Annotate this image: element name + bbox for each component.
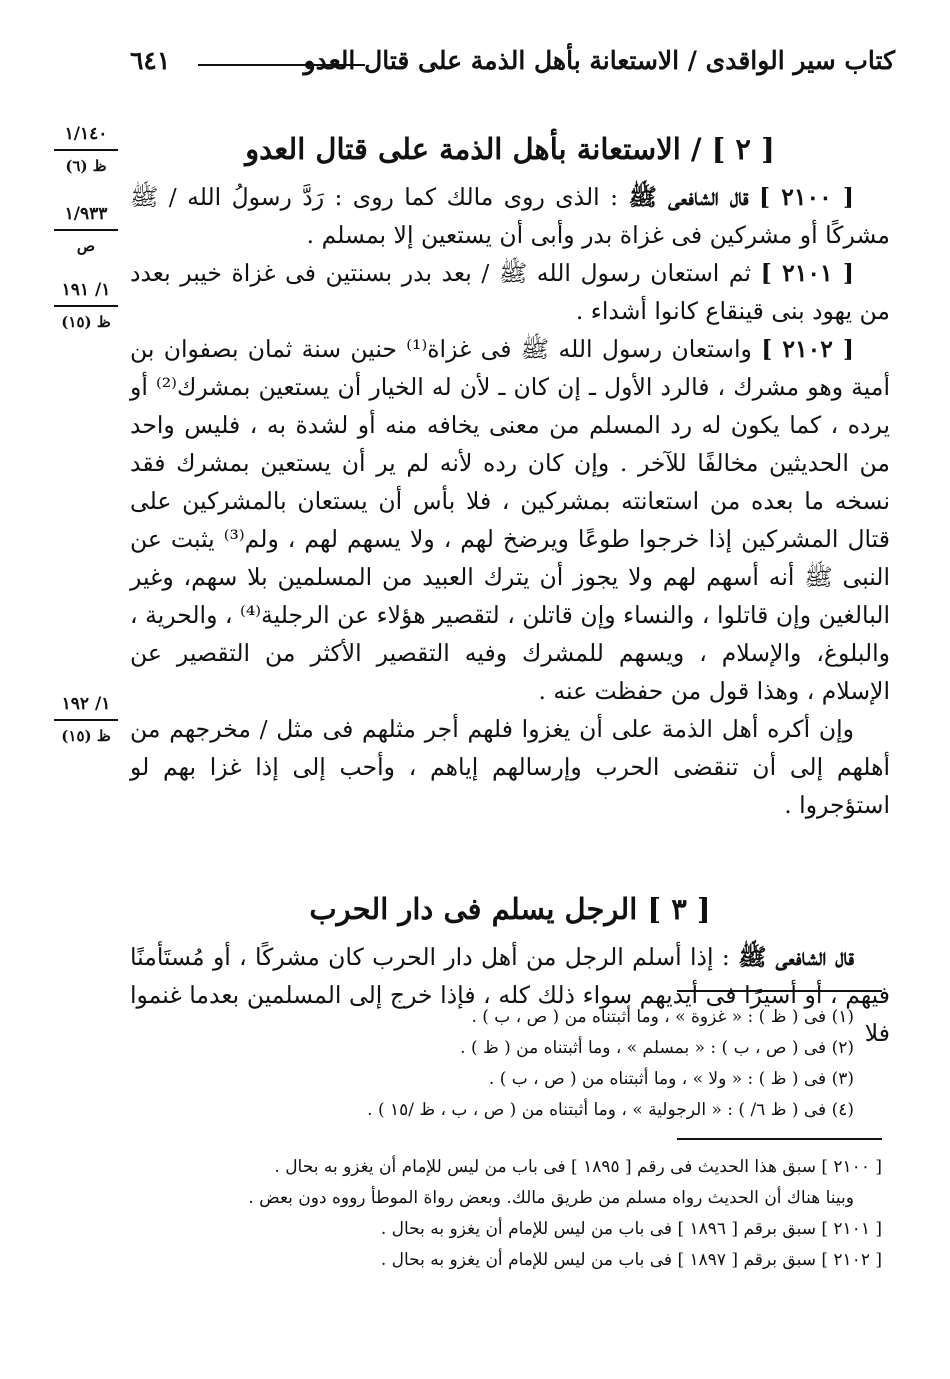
paragraph-text: ثم استعان رسول الله ﷺ / بعد بدر بسنتين فى غزاة خيبر بعدد من يهود بنى قينقاع كانوا أشداء .	[130, 259, 890, 325]
section-3-heading: [ ٣ ] الرجل يسلم فى دار الحرب	[309, 892, 711, 926]
section-2-heading: [ ٢ ] / الاستعانة بأهل الذمة على قتال العدو	[245, 132, 775, 166]
margin-ref-volume: ١/١٤٠	[64, 124, 108, 144]
footnote: (٢) فى ( ص ، ب ) : « بمسلم » ، وما أثبتناه من ( ظ ) .	[460, 1038, 854, 1058]
page-header	[130, 44, 895, 78]
reference-note: وبينا هناك أن الحديث رواه مسلم من طريق مالك. وبعض رواة الموطأ رووه دون بعض .	[248, 1188, 854, 1208]
margin-ref-rule	[54, 719, 118, 721]
paragraph-2100	[130, 178, 890, 254]
paragraph-text: : الذى روى مالك كما روى : رَدَّ رسولُ الله / ﷺ مشركًا أو مشركين فى غزاة بدر وأبى أن يستعين إلا بمسلم .	[130, 183, 890, 249]
running-title: كتاب سير الواقدى / الاستعانة بأهل الذمة على قتال العدو	[303, 46, 895, 75]
paragraph-2102	[130, 330, 890, 710]
margin-ref-rule	[54, 149, 118, 151]
page-number: ٦٤١	[130, 46, 171, 75]
margin-ref-rule	[54, 305, 118, 307]
reference-note: [ ٢١٠١ ] سبق برقم [ ١٨٩٦ ] فى باب من ليس للإمام أن يغزو به بحال .	[380, 1219, 882, 1239]
margin-reference	[54, 122, 118, 178]
paragraph-dhimma-hire: وإن أكره أهل الذمة على أن يغزوا فلهم أجر مثلهم فى مثل / مخرجهم من أهلهم إلى أن تنقضى الحرب وإرسالهم إياهم ، وأحب إلى إذا غزا بهم لو استؤجروا .	[130, 715, 890, 819]
main-text	[130, 120, 890, 1052]
margin-ref-volume: ١/٩٣٣	[64, 204, 108, 224]
header-rule	[198, 64, 365, 66]
margin-ref-volume: ١/ ١٩١	[61, 280, 111, 300]
reference-note: [ ٢١٠٢ ] سبق برقم [ ١٨٩٧ ] فى باب من ليس للإمام أن يغزو به بحال .	[380, 1250, 882, 1270]
margin-ref-source: ظ (١٥)	[61, 313, 111, 331]
reference-note: [ ٢١٠٠ ] سبق هذا الحديث فى رقم [ ١٨٩٥ ] فى باب من ليس للإمام أن يغزو به بحال .	[274, 1157, 882, 1177]
margin-reference	[54, 202, 118, 258]
margin-ref-source: ص	[76, 237, 96, 255]
speaker-lead: قال الشافعى ﷺ	[738, 943, 854, 971]
margin-reference	[54, 692, 118, 748]
footnote-rule	[677, 990, 882, 992]
margin-ref-source: ظ (٦)	[65, 157, 107, 175]
paragraph-2101	[130, 254, 890, 330]
margin-ref-volume: ١/ ١٩٢	[61, 694, 111, 714]
paragraph-text: واستعان رسول الله ﷺ فى غزاة⁽¹⁾ حنين سنة ثمان بصفوان بن أمية وهو مشرك ، فالرد الأول ـ إن كان ـ لأن له الخيار أن يستعين بمشرك⁽²⁾ أو يرده ، كما يكون له رد المسلم من معنى يخافه منه أو لشدة به ، فليس واحد من الحديثين مخالفًا للآخر . وإن كان رده لأنه لم ير أن يستعين بمشرك فقد نسخه ما بعده من استعانته بمشركين ، فلا بأس أن يستعان بالمشركين على قتال المشركين إذا خرجوا طوعًا ويرضخ لهم ، ولا يسهم لهم ، ولم⁽³⁾ يثبت عن النبى ﷺ أنه أسهم لهم ولا يجوز أن يترك العبيد من المسلمين بلا سهم، وغير البالغين وإن قاتلوا ، والنساء وإن قاتلن ، لتقصير هؤلاء عن الرجلية⁽⁴⁾ ، والحرية ، والبلوغ، والإسلام ، ويسهم للمشرك وفيه التقصير الأكثر من التقصير عن الإسلام ، وهذا قول من حفظت عنه .	[130, 335, 891, 705]
references-rule	[677, 1138, 882, 1140]
paragraph-number: [ ٢١٠٠ ]	[759, 183, 854, 211]
footnotes-area	[142, 990, 882, 1276]
footnote: (٤) فى ( ظ ٦/ ) : « الرجولية » ، وما أثبتناه من ( ص ، ب ، ظ /١٥ ) .	[367, 1100, 854, 1120]
paragraph-text: : إذا أسلم الرجل من أهل دار الحرب كان مشركًا ، أو مُستَأمنًا فيهم ، أو أسيرًا فى أيديهم سواء ذلك كله ، فإذا خرج إلى المسلمين بعدما غنموا فلا	[130, 943, 890, 1047]
margin-reference	[54, 278, 118, 334]
margin-ref-source: ظ (١٥)	[61, 727, 111, 745]
margin-ref-rule	[54, 229, 118, 231]
footnote: (٣) فى ( ظ ) : « ولا » ، وما أثبتناه من ( ص ، ب ) .	[488, 1069, 854, 1089]
section-spacer	[130, 824, 890, 880]
paragraph-number: [ ٢١٠١ ]	[760, 259, 854, 287]
paragraph-number: [ ٢١٠٢ ]	[761, 335, 854, 363]
speaker-lead: قال الشافعى ﷺ	[628, 183, 749, 211]
footnote: (١) فى ( ظ ) : « غزوة » ، وما أثبتناه من ( ص ، ب ) .	[471, 1007, 854, 1027]
